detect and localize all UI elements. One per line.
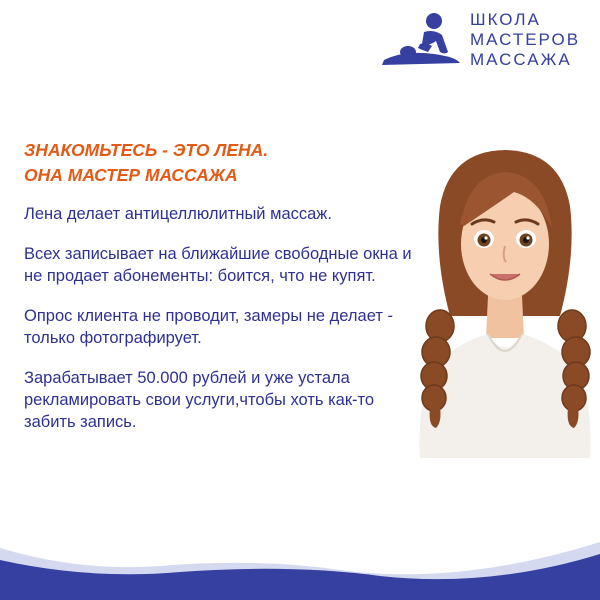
headline-line-1: ЗНАКОМЬТЕСЬ - ЭТО ЛЕНА. [24,140,269,160]
brand-line-1: ШКОЛА [470,10,541,29]
massage-logo-icon [374,8,466,70]
brand-line-2: МАСТЕРОВ [470,30,581,49]
decorative-wave [0,520,600,600]
paragraph-4: Зарабатывает 50.000 рублей и уже устала рекламировать свои услуги,чтобы хоть как-то забить запись. [24,369,375,431]
brand-logo [374,8,594,70]
paragraph-1: Лена делает антицеллюлитный массаж. [24,205,332,223]
headline [24,138,268,188]
paragraph-3: Опрос клиента не проводит, замеры не делает - только фотографирует. [24,307,394,347]
brand-name [470,10,580,70]
brand-line-3: МАССАЖА [470,50,572,69]
paragraph-2: Всех записывает на ближайшие свободные окна и не продает абонементы: боится, что не купят. [24,245,412,285]
headline-line-2: ОНА МАСТЕР МАССАЖА [24,165,238,185]
woman-portrait-illustration [410,146,600,458]
description [24,203,419,451]
